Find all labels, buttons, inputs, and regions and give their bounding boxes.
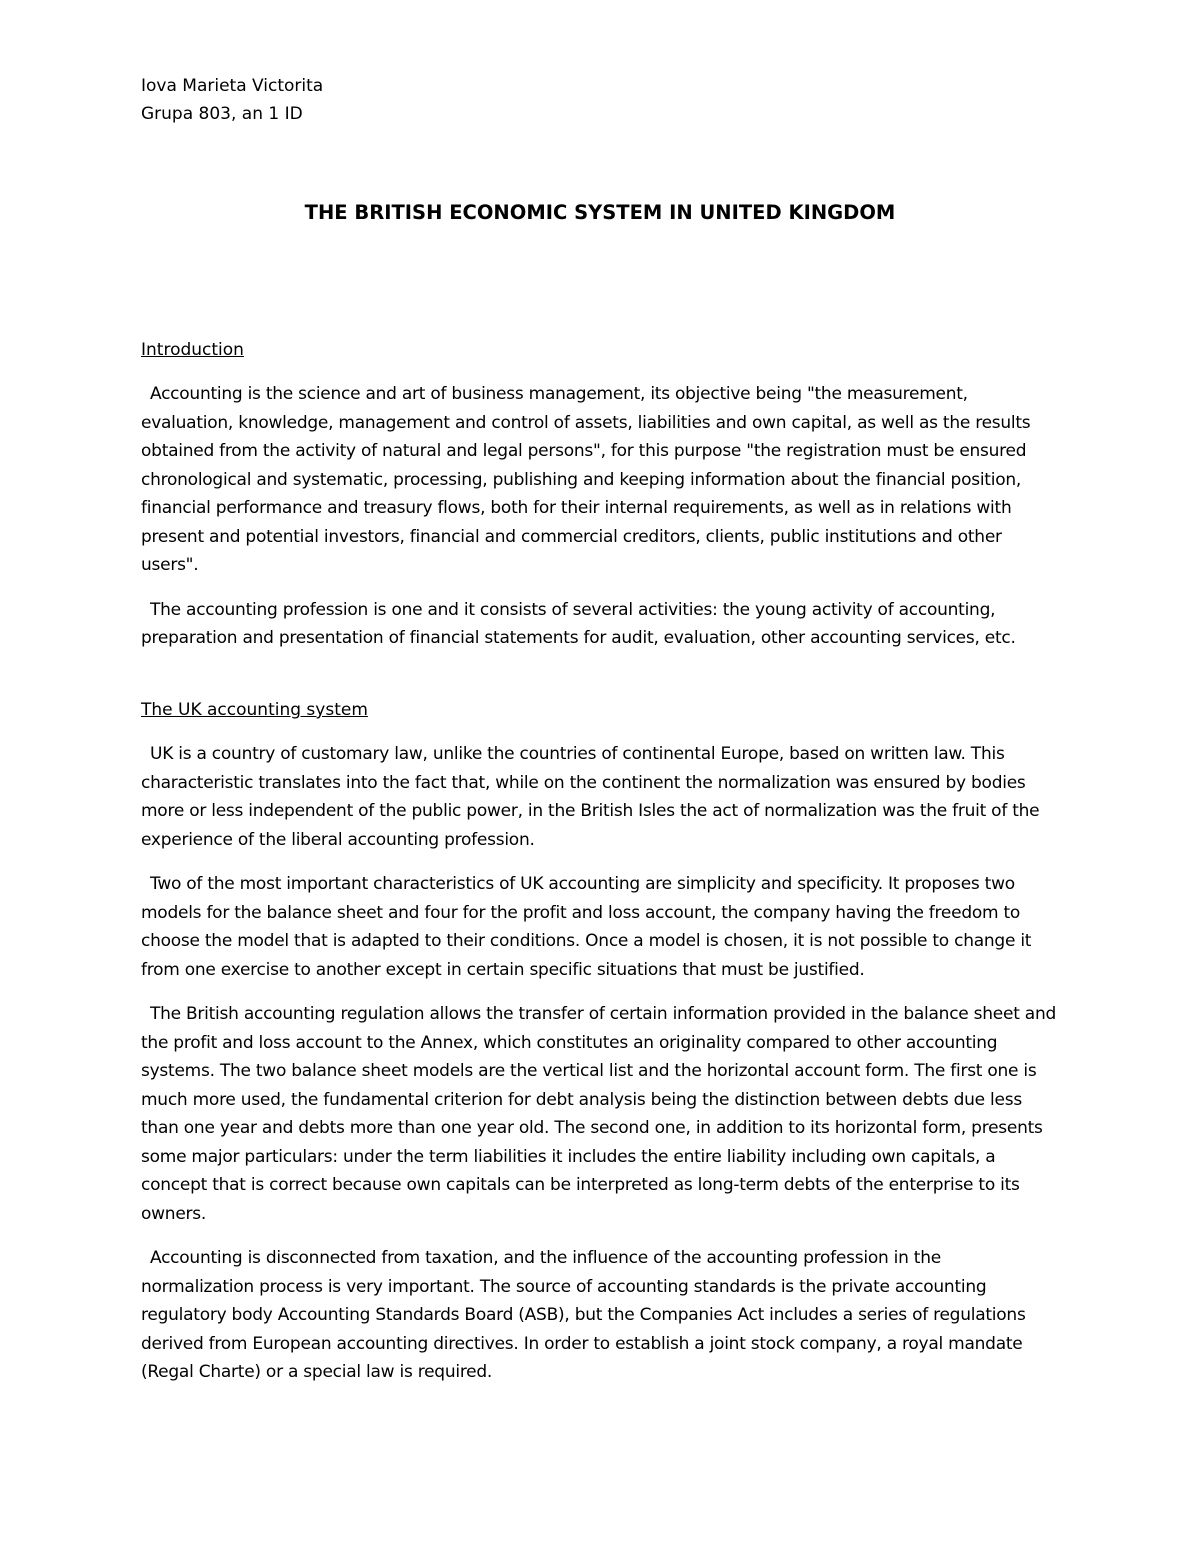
document-title: THE BRITISH ECONOMIC SYSTEM IN UNITED KINGDOM xyxy=(304,201,896,224)
section-introduction xyxy=(141,336,1059,669)
paragraph: UK is a country of customary law, unlike the countries of continental Europe, based on written law. This characteristic translates into the fact that, while on the continent the normalization was ensured by bodies more or less independent of the public power, in the British Isles the act of normalization was the fruit of the experience of the liberal accounting profession. xyxy=(141,744,1040,850)
paragraph: The accounting profession is one and it consists of several activities: the young activity of accounting, preparation and presentation of financial statements for audit, evaluation, other accounting services, etc. xyxy=(141,599,1016,648)
paragraph: Accounting is disconnected from taxation, and the influence of the accounting profession in the normalization process is very important. The source of accounting standards is the private accounting regulatory body Accounting Standards Board (ASB), but the Companies Act includes a series of regulations derived from European accounting directives. In order to establish a joint stock company, a royal mandate (Regal Charte) or a special law is required. xyxy=(141,1248,1026,1382)
student-group: Grupa 803, an 1 ID xyxy=(141,104,303,124)
paragraph: Accounting is the science and art of business management, its objective being "the measurement, evaluation, knowledge, management and control of assets, liabilities and own capital, as well as the results obtained from the activity of natural and legal persons", for this purpose "the registration must be ensured chronological and systematic, processing, publishing and keeping information about the financial position, financial performance and treasury flows, both for their internal requirements, as well as in relations with present and potential investors, financial and commercial creditors, clients, public institutions and other users". xyxy=(141,384,1031,575)
paragraph: The British accounting regulation allows the transfer of certain information provided in the balance sheet and the profit and loss account to the Annex, which constitutes an originality compared to other accounting systems. The two balance sheet models are the vertical list and the horizontal account form. The first one is much more used, the fundamental criterion for debt analysis being the distinction between debts due less than one year and debts more than one year old. The second one, in addition to its horizontal form, presents some major particulars: under the term liabilities it includes the entire liability including own capitals, a concept that is correct because own capitals can be interpreted as long-term debts of the enterprise to its owners. xyxy=(141,1004,1057,1224)
section-uk-accounting-system xyxy=(141,696,1059,1403)
section-heading-uk-accounting-system: The UK accounting system xyxy=(141,700,368,720)
author-name: Iova Marieta Victorita xyxy=(141,76,324,96)
section-heading-introduction: Introduction xyxy=(141,340,244,360)
document-body xyxy=(141,72,1059,1382)
paragraph: Two of the most important characteristics of UK accounting are simplicity and specificity. It proposes two models for the balance sheet and four for the profit and loss account, the company having the freedom to choose the model that is adapted to their conditions. Once a model is chosen, it is not possible to change it from one exercise to another except in certain specific situations that must be justified. xyxy=(141,874,1032,980)
